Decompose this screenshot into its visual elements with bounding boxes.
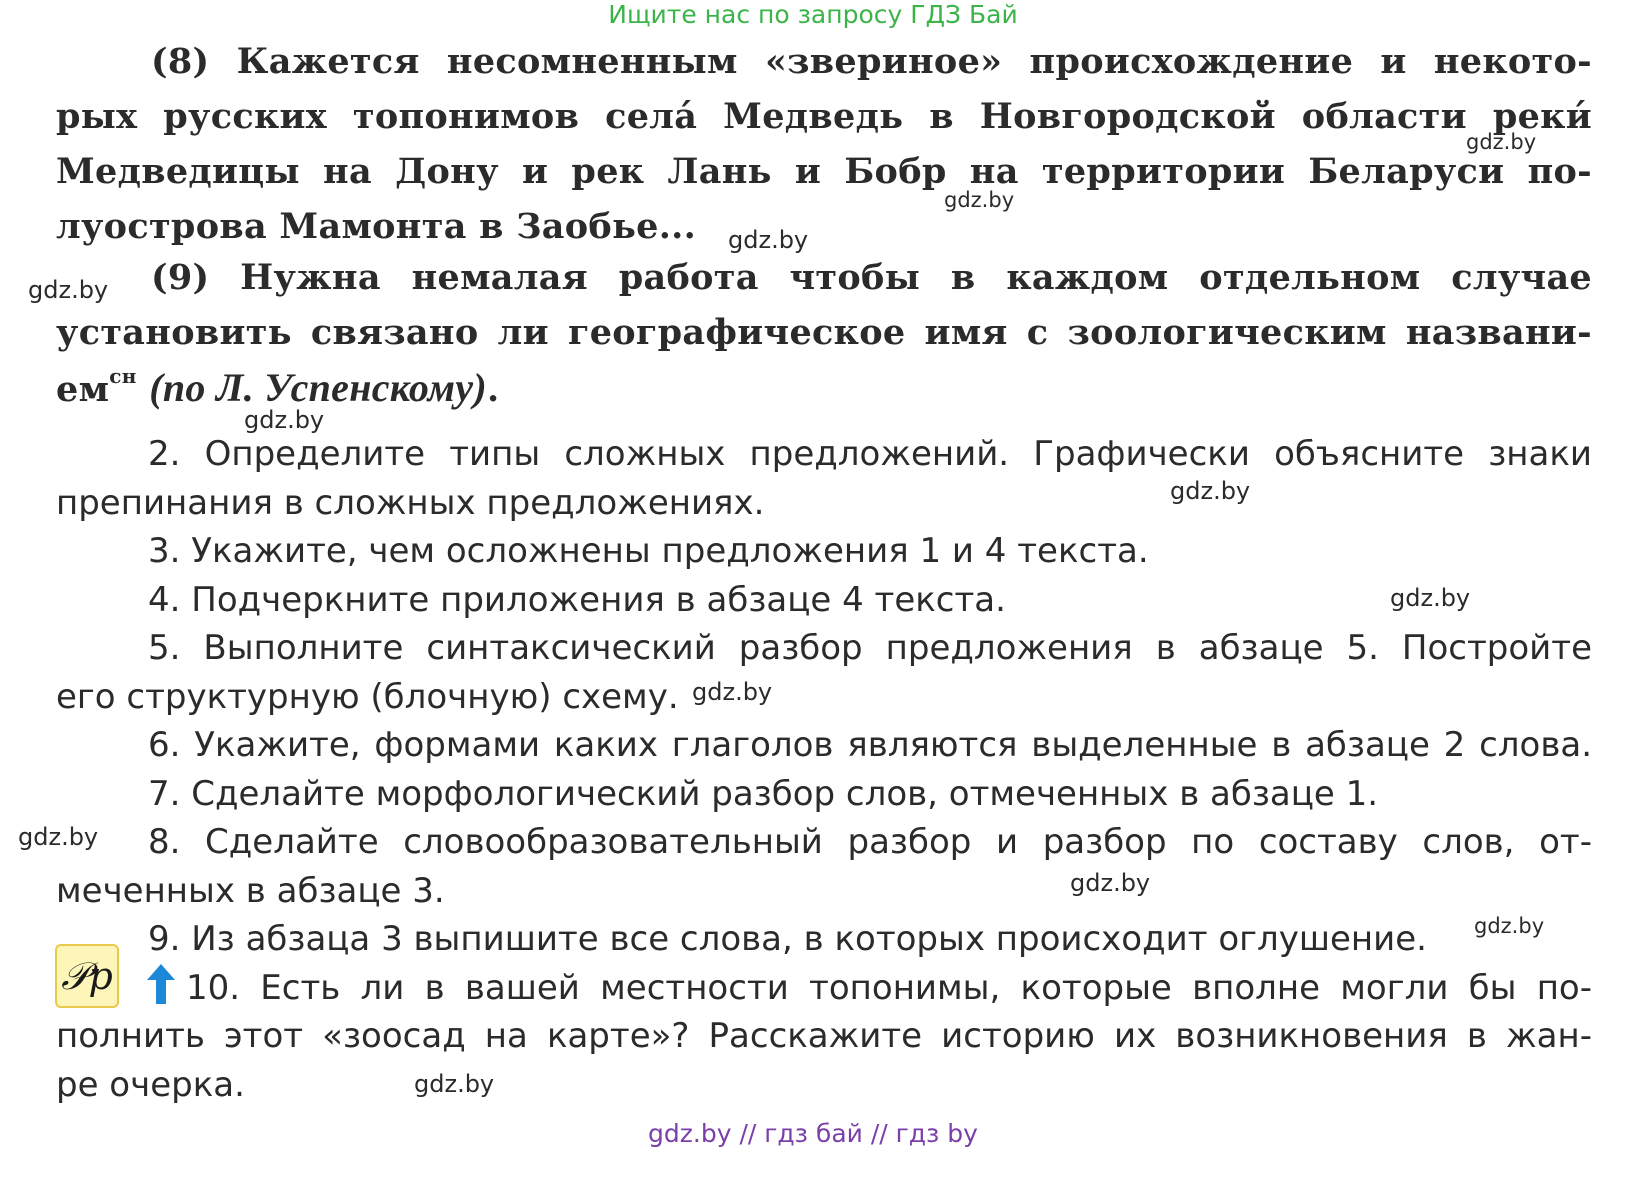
watermark: gdz.by <box>244 406 325 434</box>
paragraph-9-last-prefix: ем <box>56 369 110 410</box>
paragraph-8-line-1: (8) Кажется несомненным «звериное» происхождение и некото- <box>151 41 1592 82</box>
watermark: gdz.by <box>692 678 773 706</box>
watermark: gdz.by <box>1070 869 1151 897</box>
task-5-line-1: 5. Выполните синтаксический разбор предложения в абзаце 5. Постройте <box>148 628 1592 668</box>
task-2-line-1: 2. Определите типы сложных предложений. Графически объясните знаки <box>148 434 1592 474</box>
watermark: gdz.by <box>1390 584 1471 612</box>
watermark: gdz.by <box>414 1070 495 1098</box>
task-2-line-2: препинания в сложных предложениях. <box>56 482 765 523</box>
watermark: gdz.by <box>18 823 99 851</box>
task-4: 4. Подчеркните приложения в абзаце 4 текста. <box>148 579 1006 620</box>
task-9: 9. Из абзаца 3 выпишите все слова, в которых происходит оглушение. <box>148 919 1427 959</box>
paragraph-9-line-2: установить связано ли географическое имя с зоологическим названи- <box>56 312 1592 353</box>
footer-links: gdz.by // гдз бай // гдз by <box>648 1119 978 1148</box>
watermark: gdz.by <box>1466 130 1537 154</box>
task-list <box>56 430 1592 1109</box>
paragraph-8-line-4: луострова Мамонта в Заобье... <box>56 206 697 247</box>
task-8-line-1: 8. Сделайте словообразовательный разбор и разбор по составу слов, от- <box>148 822 1592 862</box>
task-7: 7. Сделайте морфологический разбор слов, отмеченных в абзаце 1. <box>148 773 1379 814</box>
task-6: 6. Укажите, формами каких глаголов являются выделенные в абзаце 2 слова. <box>148 725 1592 765</box>
paragraph-9 <box>56 250 1592 415</box>
watermark: gdz.by <box>28 276 109 304</box>
paragraph-9-end: . <box>487 369 500 410</box>
search-banner: Ищите нас по запросу ГДЗ Бай <box>608 0 1018 29</box>
watermark: gdz.by <box>944 188 1015 212</box>
watermark: gdz.by <box>1474 914 1545 938</box>
footnote-mark: сн <box>109 364 137 388</box>
watermark: gdz.by <box>1170 477 1251 505</box>
watermark: gdz.by <box>728 226 809 254</box>
task-8-line-2: меченных в абзаце 3. <box>56 870 445 911</box>
task-3: 3. Укажите, чем осложнены предложения 1 и 4 текста. <box>148 531 1149 571</box>
task-10-line-3: ре очерка. <box>56 1064 245 1105</box>
paragraph-8 <box>56 34 1592 254</box>
task-5-line-2: его структурную (блочную) схему. <box>56 676 679 717</box>
up-arrow-icon <box>146 964 176 1004</box>
paragraph-8-line-2: рых русских топонимов села́ Медведь в Новгородской области реки́ <box>56 96 1592 137</box>
rhetoric-badge-icon: 𝒫p <box>55 944 119 1008</box>
author-attribution: (по Л. Успенскому) <box>149 365 487 410</box>
task-10-line-2: полнить этот «зоосад на карте»? Расскажите историю их возникновения в жан- <box>56 1016 1592 1056</box>
task-10-line-1: 10. Есть ли в вашей местности топонимы, которые вполне могли бы по- <box>186 967 1592 1008</box>
paragraph-9-line-1: (9) Нужна немалая работа чтобы в каждом отдельном случае <box>151 257 1592 298</box>
paragraph-8-line-3: Медведицы на Дону и рек Лань и Бобр на территории Беларуси по- <box>56 151 1592 192</box>
